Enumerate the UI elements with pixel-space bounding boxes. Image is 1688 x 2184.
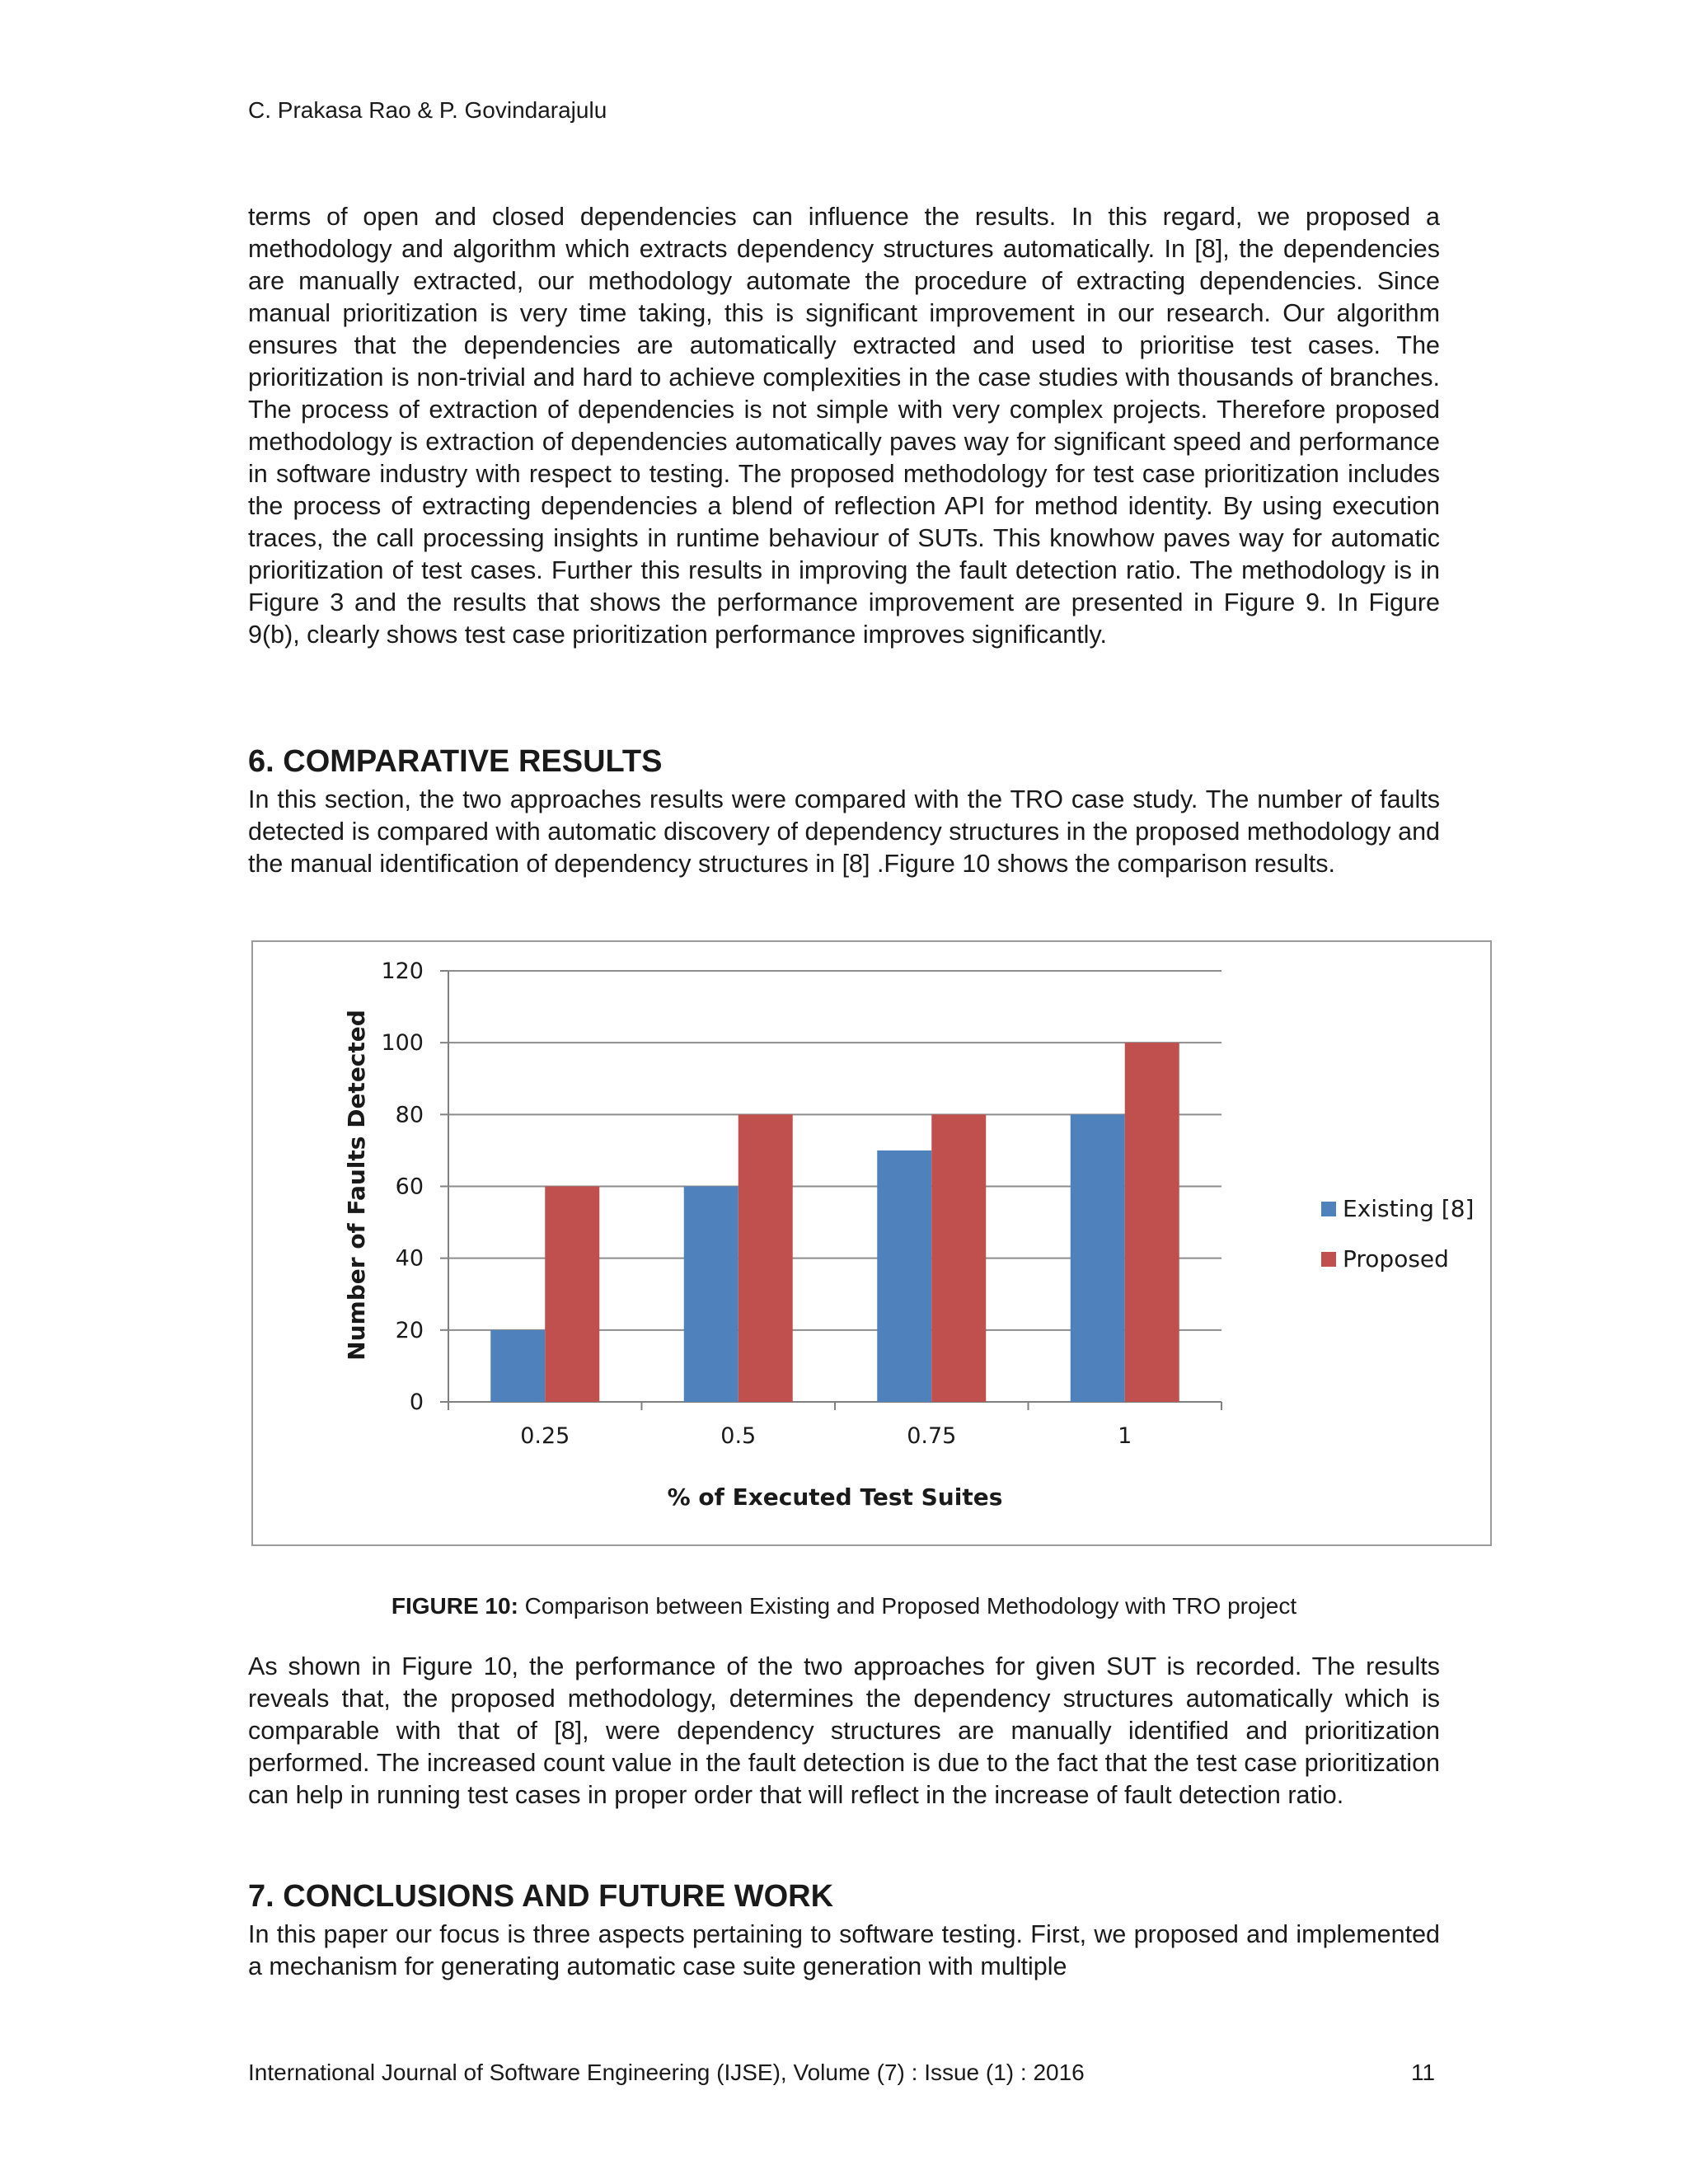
y-tick-label: 0 [409, 1390, 424, 1415]
legend-label-proposed: Proposed [1343, 1245, 1449, 1272]
legend-swatch-existing [1321, 1202, 1336, 1216]
body-paragraph-4: In this paper our focus is three aspects pertaining to software testing. First, we proposed and implemented a mechanism for generating automatic case suite generation with multiple [248, 1920, 1440, 1980]
x-tick-label: 1 [1118, 1423, 1132, 1449]
section-heading-conclusions: 7. CONCLUSIONS AND FUTURE WORK [248, 1879, 834, 1914]
figure-caption [0, 1593, 1688, 1619]
y-tick-label: 100 [381, 1030, 424, 1057]
y-tick-label: 40 [395, 1245, 424, 1272]
section-heading-comparative-results: 6. COMPARATIVE RESULTS [248, 744, 663, 779]
x-tick-label: 0.5 [720, 1423, 757, 1449]
y-tick-label: 20 [395, 1317, 424, 1343]
x-axis-title: % of Executed Test Suites [667, 1483, 1003, 1511]
y-tick-label: 80 [395, 1102, 424, 1128]
bar-existing [877, 1151, 931, 1402]
body-paragraph-1: terms of open and closed dependencies can influence the results. In this regard, we proposed a methodology and algorithm which extracts dependency structures automatically. In [8], the dependencies are manually extracted, our methodology automate the procedure of extracting dependencies. Since manual prioritization is very time taking, this is significant improvement in our research. Our algorithm ensures that the dependencies are automatically extracted and used to prioritise test cases. The prioritization is non-trivial and hard to achieve complexities in the case studies with thousands of branches. The process of extraction of dependencies is not simple with very complex projects. Therefore proposed methodology is extraction of dependencies automatically paves way for significant speed and performance in software industry with respect to testing. The proposed methodology for test case prioritization includes the process of extracting dependencies a blend of reflection API for method identity. By using execution traces, the call processing insights in runtime behaviour of SUTs. This knowhow paves way for automatic prioritization of test cases. Further this results in improving the fault detection ratio. The methodology is in Figure 3 and the results that shows the performance improvement are presented in Figure 9. In Figure 9(b), clearly shows test case prioritization performance improves significantly. [248, 203, 1440, 649]
bar-proposed [931, 1114, 986, 1402]
caption-text: Comparison between Existing and Proposed Methodology with TRO project [518, 1593, 1297, 1619]
bar-existing [1071, 1114, 1125, 1402]
footer-journal-info: International Journal of Software Engineering (IJSE), Volume (7) : Issue (1) : 2016 [248, 2060, 1085, 2085]
bar-chart [253, 942, 1490, 1544]
y-tick-label: 60 [395, 1174, 424, 1200]
body-paragraph-2: In this section, the two approaches results were compared with the TRO case study. The number of faults detected is compared with automatic discovery of dependency structures in the proposed methodology and the manual identification of dependency structures in [8] .Figure 10 shows the comparison results. [248, 785, 1440, 878]
legend-label-existing: Existing [8] [1343, 1195, 1475, 1222]
y-tick-label: 120 [381, 958, 424, 984]
x-tick-label: 0.75 [907, 1423, 957, 1449]
running-header-authors: C. Prakasa Rao & P. Govindarajulu [248, 97, 607, 123]
footer-page-number: 11 [1411, 2060, 1436, 2085]
legend-swatch-proposed [1321, 1252, 1336, 1267]
bar-proposed [1125, 1043, 1179, 1402]
bar-existing [490, 1330, 545, 1402]
body-paragraph-3: As shown in Figure 10, the performance of the two approaches for given SUT is recorded. The results reveals that, the proposed methodology, determines the dependency structures automatically which is comparable with that of [8], were dependency structures are manually identified and prioritization performed. The increased count value in the fault detection is due to the fact that the test case prioritization can help in running test cases in proper order that will reflect in the increase of fault detection ratio. [248, 1652, 1440, 1809]
figure-10-chart [251, 940, 1492, 1546]
bar-proposed [738, 1114, 793, 1402]
x-tick-label: 0.25 [520, 1423, 570, 1449]
bar-proposed [545, 1187, 599, 1403]
caption-label: FIGURE 10: [391, 1593, 518, 1619]
bar-existing [684, 1187, 738, 1403]
y-axis-title: Number of Faults Detected [343, 1010, 370, 1361]
